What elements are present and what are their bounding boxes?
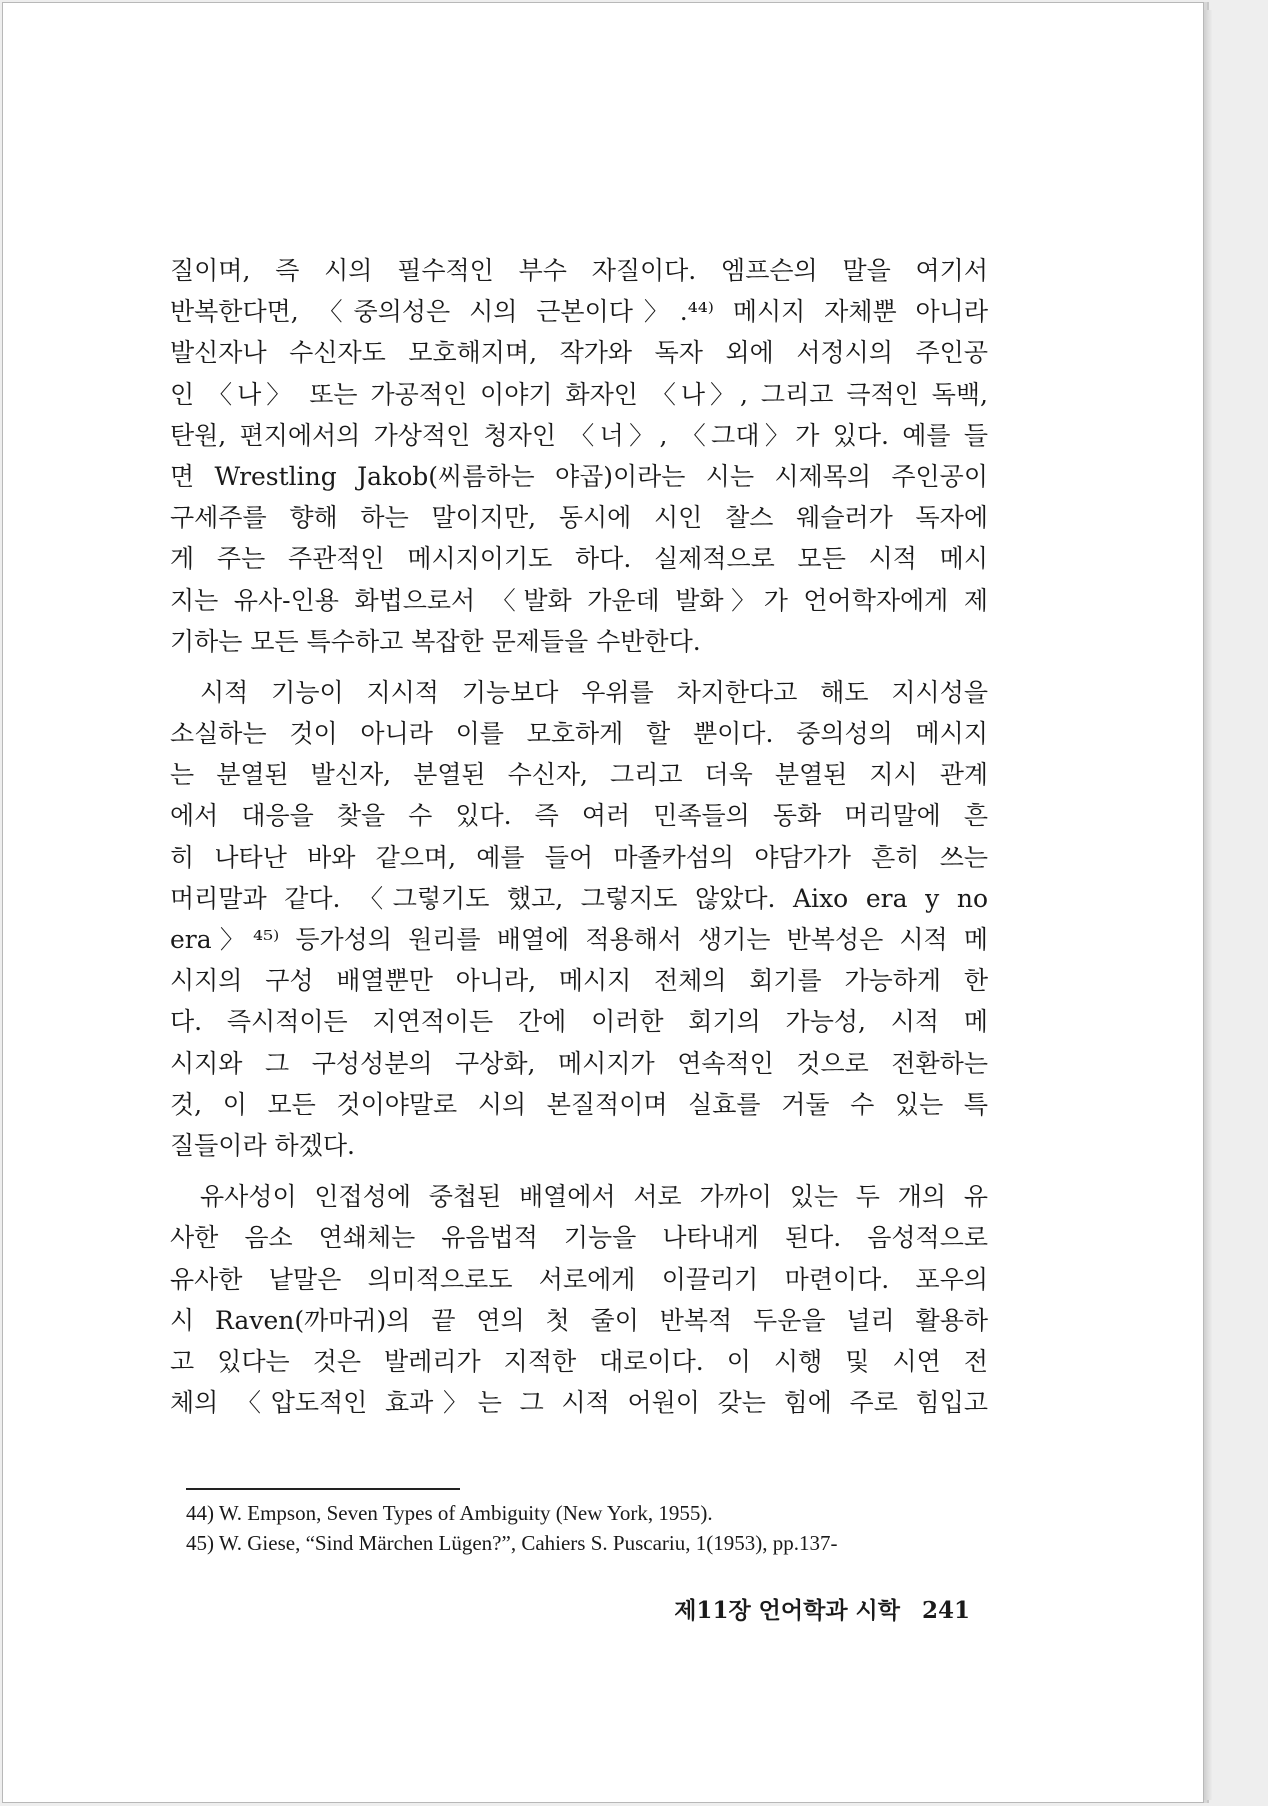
text-line: 체의 〈압도적인 효과〉는 그 시적 어원이 갖는 힘에 주로 힘입고 [170,1388,988,1418]
text-line: 탄원, 편지에서의 가상적인 청자인 〈너〉, 〈그대〉가 있다. 예를 들 [170,420,988,450]
text-line: 유사한 낱말은 의미적으로도 서로에게 이끌리기 마련이다. 포우의 [170,1264,988,1294]
text-line: 히 나타난 바와 같으며, 예를 들어 마졸카섬의 야담가가 흔히 쓰는 [170,842,988,872]
running-footer [670,1592,970,1625]
body-text [170,250,988,1423]
footnotes [186,1498,996,1558]
paragraph [170,672,988,1166]
paragraph [170,1176,988,1423]
text-line: 시지와 그 구성성분의 구상화, 메시지가 연속적인 것으로 전환하는 [170,1048,988,1078]
text-line: 에서 대응을 찾을 수 있다. 즉 여러 민족들의 동화 머리말에 흔 [170,801,988,831]
text-line: 질이며, 즉 시의 필수적인 부수 자질이다. 엠프슨의 말을 여기서 [170,256,988,285]
text-line: 것, 이 모든 것이야말로 시의 본질적이며 실효를 거둘 수 있는 특 [170,1089,988,1119]
chapter-title: 제11장 언어학과 시학 [674,1597,900,1624]
footnote: 44) W. Empson, Seven Types of Ambiguity (New York, 1955). [186,1501,713,1525]
text-line: 사한 음소 연쇄체는 유음법적 기능을 나타내게 된다. 음성적으로 [170,1223,988,1253]
text-line: 기하는 모든 특수하고 복잡한 문제들을 수반한다. [170,626,701,656]
text-line: 유사성이 인접성에 중첩된 배열에서 서로 가까이 있는 두 개의 유 [200,1182,988,1212]
text-line: 구세주를 향해 하는 말이지만, 동시에 시인 찰스 웨슬러가 독자에 [170,503,988,533]
text-line: 머리말과 같다. 〈그렇기도 했고, 그렇지도 않았다. Aixo era y no [170,883,988,913]
text-line: 인 〈나〉 또는 가공적인 이야기 화자인 〈나〉, 그리고 극적인 독백, [170,379,988,409]
text-line: 소실하는 것이 아니라 이를 모호하게 할 뿐이다. 중의성의 메시지 [170,719,988,749]
text-line: 질들이라 하겠다. [170,1130,355,1160]
page-number: 241 [921,1597,970,1624]
text-line: 는 분열된 발신자, 분열된 수신자, 그리고 더욱 분열된 지시 관계 [170,760,988,790]
footnote: 45) W. Giese, “Sind Märchen Lügen?”, Cahiers S. Puscariu, 1(1953), pp.137- [186,1531,838,1555]
text-line: 게 주는 주관적인 메시지이기도 하다. 실제적으로 모든 시적 메시 [170,544,988,574]
text-line: 시적 기능이 지시적 기능보다 우위를 차지한다고 해도 지시성을 [200,677,988,707]
text-line: 시지의 구성 배열뿐만 아니라, 메시지 전체의 회기를 가능하게 한 [170,966,988,996]
text-line: 고 있다는 것은 발레리가 지적한 대로이다. 이 시행 및 시연 전 [170,1346,988,1376]
footnote-rule [186,1488,460,1490]
text-line: era〉⁴⁵⁾ 등가성의 원리를 배열에 적용해서 생기는 반복성은 시적 메 [170,925,988,954]
page-stack-edge [1204,10,1212,1800]
text-line: 면 Wrestling Jakob(씨름하는 야곱)이라는 시는 시제목의 주인공이 [170,461,988,491]
text-line: 반복한다면, 〈중의성은 시의 근본이다〉.⁴⁴⁾ 메시지 자체뿐 아니라 [170,297,988,327]
paragraph [170,250,988,662]
text-line: 다. 즉시적이든 지연적이든 간에 이러한 회기의 가능성, 시적 메 [170,1007,988,1037]
text-line: 시 Raven(까마귀)의 끝 연의 첫 줄이 반복적 두운을 널리 활용하 [170,1305,988,1335]
text-line: 지는 유사-인용 화법으로서 〈발화 가운데 발화〉가 언어학자에게 제 [170,585,988,615]
text-line: 발신자나 수신자도 모호해지며, 작가와 독자 외에 서정시의 주인공 [170,338,988,368]
